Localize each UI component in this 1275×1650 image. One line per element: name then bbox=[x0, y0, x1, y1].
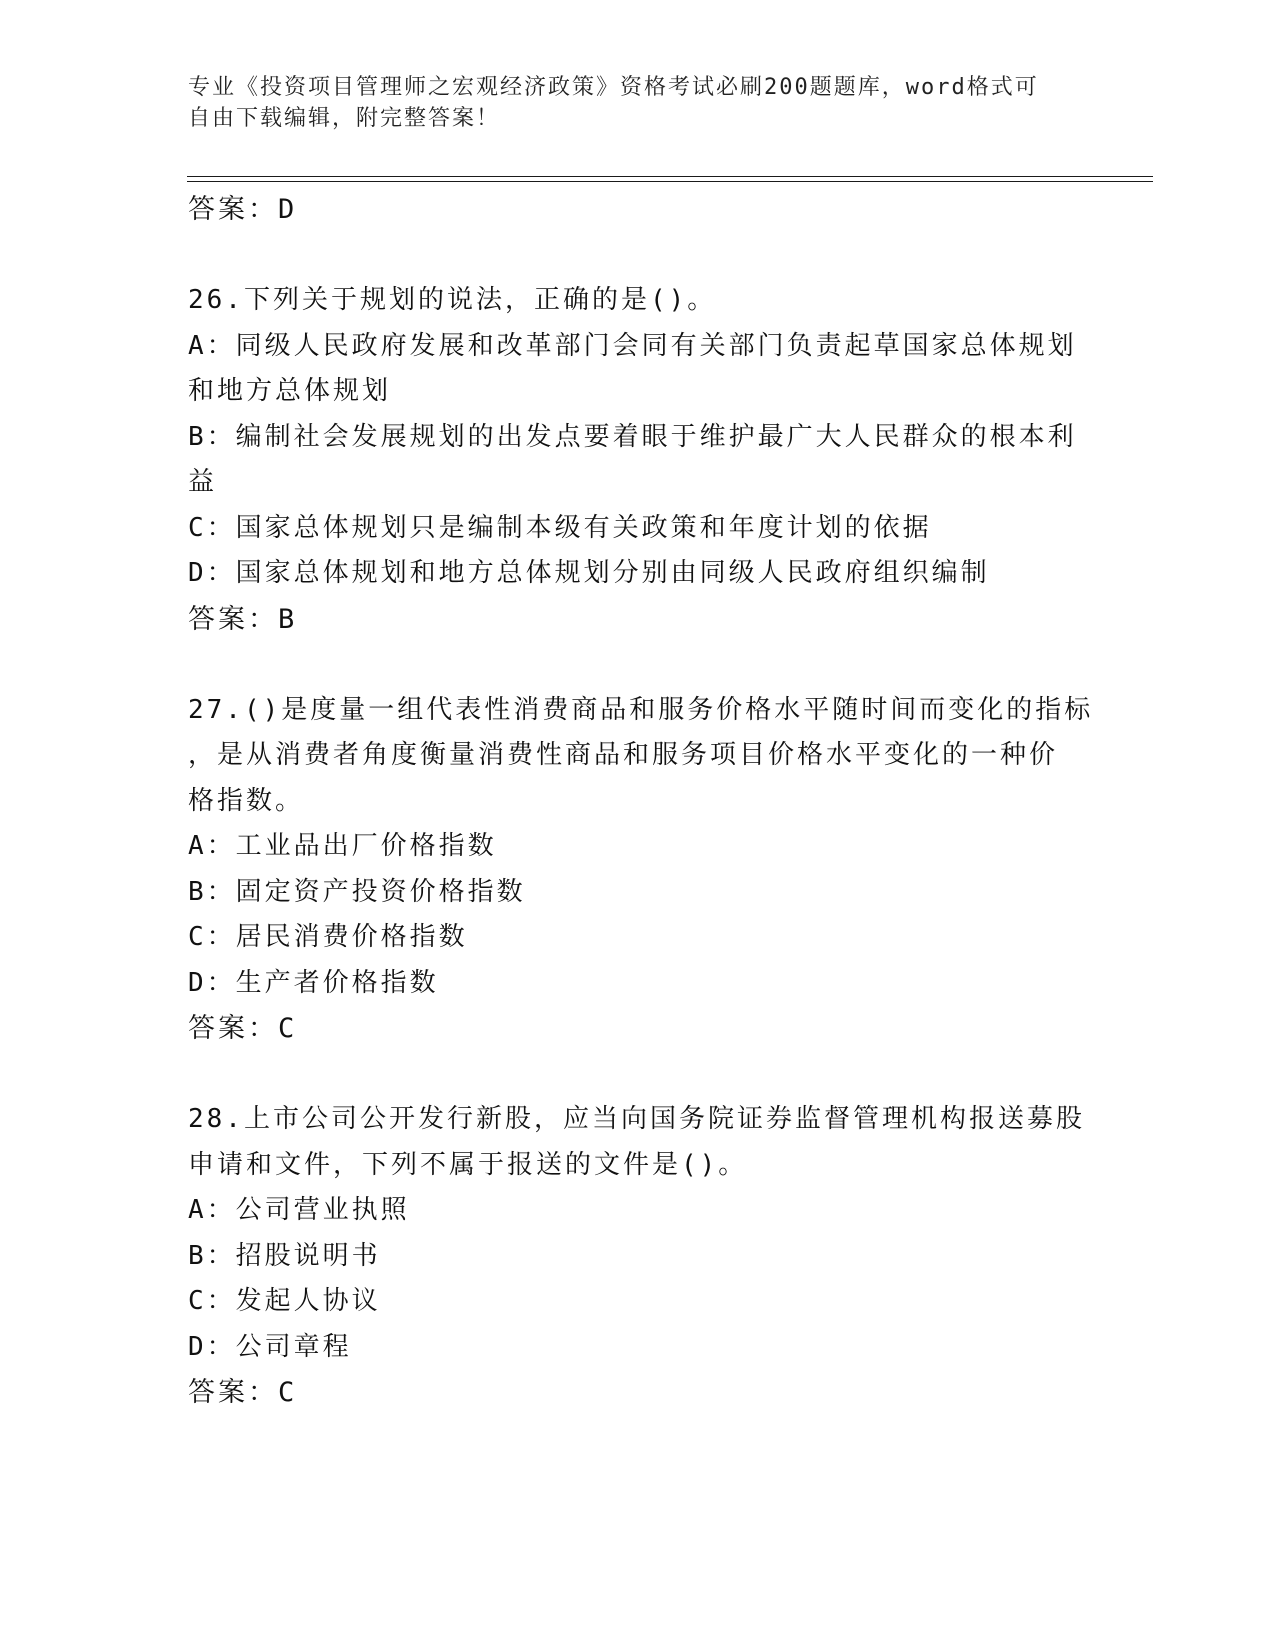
question-26 bbox=[188, 278, 1088, 642]
header-line-2: 自由下载编辑，附完整答案！ bbox=[188, 106, 501, 131]
option-b: B：固定资产投资价格指数 bbox=[188, 876, 526, 907]
header-line-1: 专业《投资项目管理师之宏观经济政策》资格考试必刷200题题库，word格式可 bbox=[188, 75, 1039, 100]
question-stem: 26.下列关于规划的说法，正确的是()。 bbox=[188, 285, 717, 315]
question-28 bbox=[188, 1097, 1088, 1416]
header-divider-bottom bbox=[187, 181, 1153, 182]
option-d: D：公司章程 bbox=[188, 1331, 352, 1362]
option-a: A：工业品出厂价格指数 bbox=[188, 831, 497, 861]
header-divider-top bbox=[187, 176, 1153, 177]
answer: 答案：C bbox=[188, 1013, 298, 1044]
option-d: D：国家总体规划和地方总体规划分别由同级人民政府组织编制 bbox=[188, 558, 990, 588]
question-27 bbox=[188, 688, 1094, 1052]
spacer bbox=[188, 233, 1088, 279]
option-a: A：公司营业执照 bbox=[188, 1195, 410, 1225]
option-c: C：居民消费价格指数 bbox=[188, 922, 468, 952]
previous-answer: 答案：D bbox=[188, 194, 298, 225]
option-b: B：招股说明书 bbox=[188, 1240, 381, 1271]
answer: 答案：B bbox=[188, 603, 298, 635]
option-b: B：编制社会发展规划的出发点要着眼于维护最广大人民群众的根本利 益 bbox=[188, 421, 1077, 497]
spacer bbox=[188, 642, 1088, 688]
option-a: A：同级人民政府发展和改革部门会同有关部门负责起草国家总体规划 和地方总体规划 bbox=[188, 330, 1077, 406]
question-stem: 28.上市公司公开发行新股，应当向国务院证券监督管理机构报送募股 bbox=[188, 1104, 1085, 1134]
spacer bbox=[188, 1052, 1088, 1098]
question-stem: 格指数。 bbox=[188, 785, 305, 816]
question-stem: 27.()是度量一组代表性消费商品和服务价格水平随时间而变化的指标 bbox=[188, 694, 1094, 725]
option-c: C：发起人协议 bbox=[188, 1286, 381, 1316]
option-c: C：国家总体规划只是编制本级有关政策和年度计划的依据 bbox=[188, 512, 932, 543]
question-stem: 申请和文件，下列不属于报送的文件是()。 bbox=[188, 1149, 748, 1180]
page-header bbox=[188, 72, 1088, 134]
answer: 答案：C bbox=[188, 1377, 298, 1408]
question-stem: ，是从消费者角度衡量消费性商品和服务项目价格水平变化的一种价 bbox=[188, 740, 1059, 770]
document-body bbox=[188, 187, 1094, 1416]
option-d: D：生产者价格指数 bbox=[188, 967, 439, 998]
